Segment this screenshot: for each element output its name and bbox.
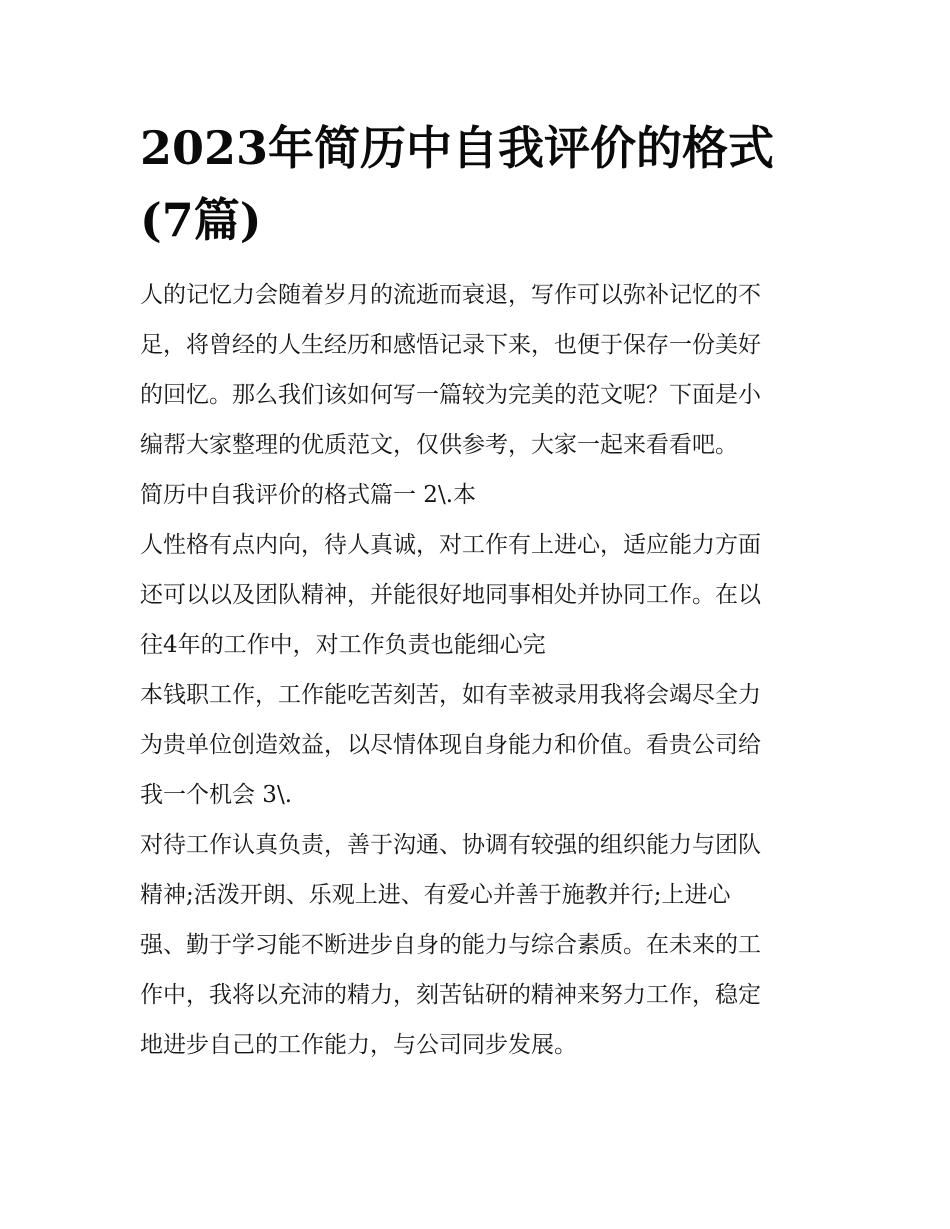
text-line: 强、勤于学习能不断进步自身的能力与综合素质。在未来的工 — [140, 932, 761, 958]
text-line: 足，将曾经的人生经历和感悟记录下来，也便于保存一份美好 — [140, 332, 761, 358]
text-line: 人的记忆力会随着岁月的流逝而衰退，写作可以弥补记忆的不 — [140, 282, 761, 308]
text-line: 编帮大家整理的优质范文，仅供参考，大家一起来看看吧。 — [140, 432, 738, 458]
body-paragraph — [140, 920, 812, 1070]
text-line: 本钱职工作，工作能吃苦刻苦，如有幸被录用我将会竭尽全力 — [140, 682, 761, 708]
section-heading — [140, 470, 812, 520]
text-line: 地进步自己的工作能力，与公司同步发展。 — [140, 1032, 577, 1058]
text-line: 为贵单位创造效益，以尽情体现自身能力和价值。看贵公司给 — [140, 732, 761, 758]
document-page — [140, 112, 812, 1070]
text-line: 人性格有点内向，待人真诚，对工作有上进心，适应能力方面 — [140, 532, 761, 558]
body-paragraph — [140, 670, 812, 820]
title-line: (7篇) — [140, 193, 262, 247]
text-line: 还可以以及团队精神，并能很好地同事相处并协同工作。在以 — [140, 582, 761, 608]
text-line: 往4年的工作中，对工作负责也能细心完 — [140, 632, 546, 658]
text-line: 简历中自我评价的格式篇一 2\.本 — [140, 482, 477, 508]
body-paragraph — [140, 520, 812, 670]
body-paragraph — [140, 820, 812, 920]
text-line: 我一个机会 3\. — [140, 782, 293, 808]
document-title — [140, 112, 812, 256]
text-line: 的回忆。那么我们该如何写一篇较为完美的范文呢？下面是小 — [140, 382, 761, 408]
text-line: 作中，我将以充沛的精力，刻苦钻研的精神来努力工作，稳定 — [140, 982, 761, 1008]
intro-paragraph — [140, 270, 812, 470]
text-line: 精神;活泼开朗、乐观上进、有爱心并善于施教并行;上进心 — [140, 882, 731, 908]
text-line: 对待工作认真负责，善于沟通、协调有较强的组织能力与团队 — [140, 832, 761, 858]
title-line: 2023年简历中自我评价的格式 — [140, 121, 775, 175]
